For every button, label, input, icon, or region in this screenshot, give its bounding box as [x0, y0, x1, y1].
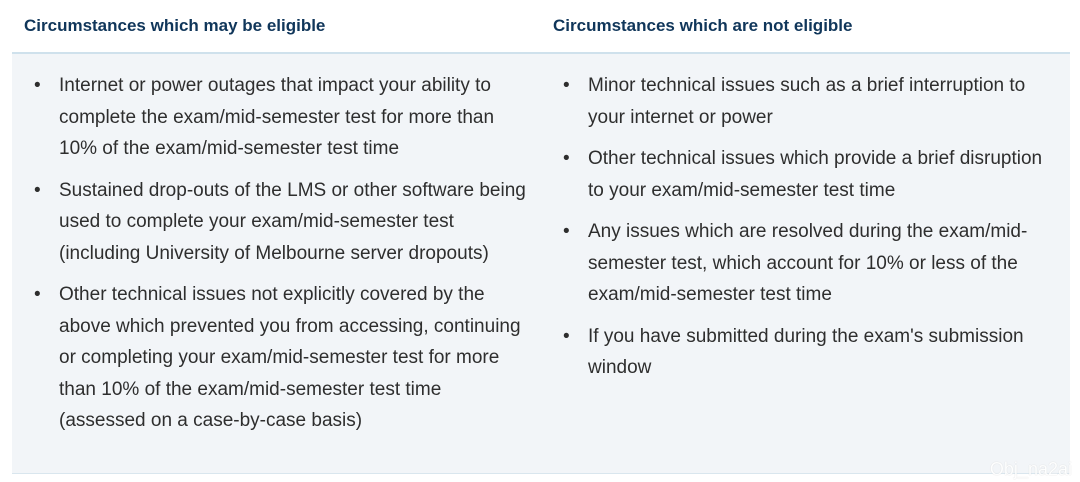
list-item-text: Other technical issues not explicitly covered by the above which prevented you from accessing, continuing or completing your exam/mid-semester test for more than 10% of the exam/mid-semester test time (assessed on a case-by-case basis)	[59, 284, 521, 431]
not-eligible-column-heading: Circumstances which are not eligible	[553, 16, 853, 35]
list-item	[561, 216, 1060, 311]
bullet-icon: •	[563, 148, 570, 169]
list-item	[561, 321, 1060, 384]
not-eligible-column	[541, 54, 1070, 473]
list-item	[32, 279, 527, 437]
eligible-column-heading: Circumstances which may be eligible	[24, 16, 326, 35]
list-item-text: If you have submitted during the exam's submission window	[588, 325, 1024, 378]
bullet-icon: •	[34, 284, 41, 305]
watermark: Obj_na2ai	[989, 459, 1072, 479]
bullet-icon: •	[34, 75, 41, 96]
not-eligible-list	[541, 54, 1070, 384]
bullet-icon: •	[563, 221, 570, 242]
list-item-text: Internet or power outages that impact your ability to complete the exam/mid-semester test for more than 10% of the exam/mid-semester test time	[59, 75, 495, 159]
list-item-text: Other technical issues which provide a brief disruption to your exam/mid-semester test time	[588, 148, 1043, 201]
list-item	[32, 70, 527, 165]
bullet-icon: •	[563, 75, 570, 96]
table-body	[12, 54, 1070, 474]
list-item-text: Any issues which are resolved during the exam/mid-semester test, which account for 10% or less of the exam/mid-semester test time	[588, 221, 1028, 305]
list-item-text: Minor technical issues such as a brief interruption to your internet or power	[588, 75, 1026, 128]
eligibility-table	[12, 0, 1070, 474]
list-item	[561, 70, 1060, 133]
bullet-icon: •	[563, 325, 570, 347]
list-item	[32, 175, 527, 270]
bullet-icon: •	[34, 179, 41, 201]
list-item	[561, 143, 1060, 206]
eligible-column	[12, 54, 541, 473]
table-header	[12, 0, 1070, 54]
list-item-text: Sustained drop-outs of the LMS or other software being used to complete your exam/mid-semester test (including University of Melbourne server dropouts)	[59, 179, 526, 264]
eligible-list	[12, 54, 541, 437]
